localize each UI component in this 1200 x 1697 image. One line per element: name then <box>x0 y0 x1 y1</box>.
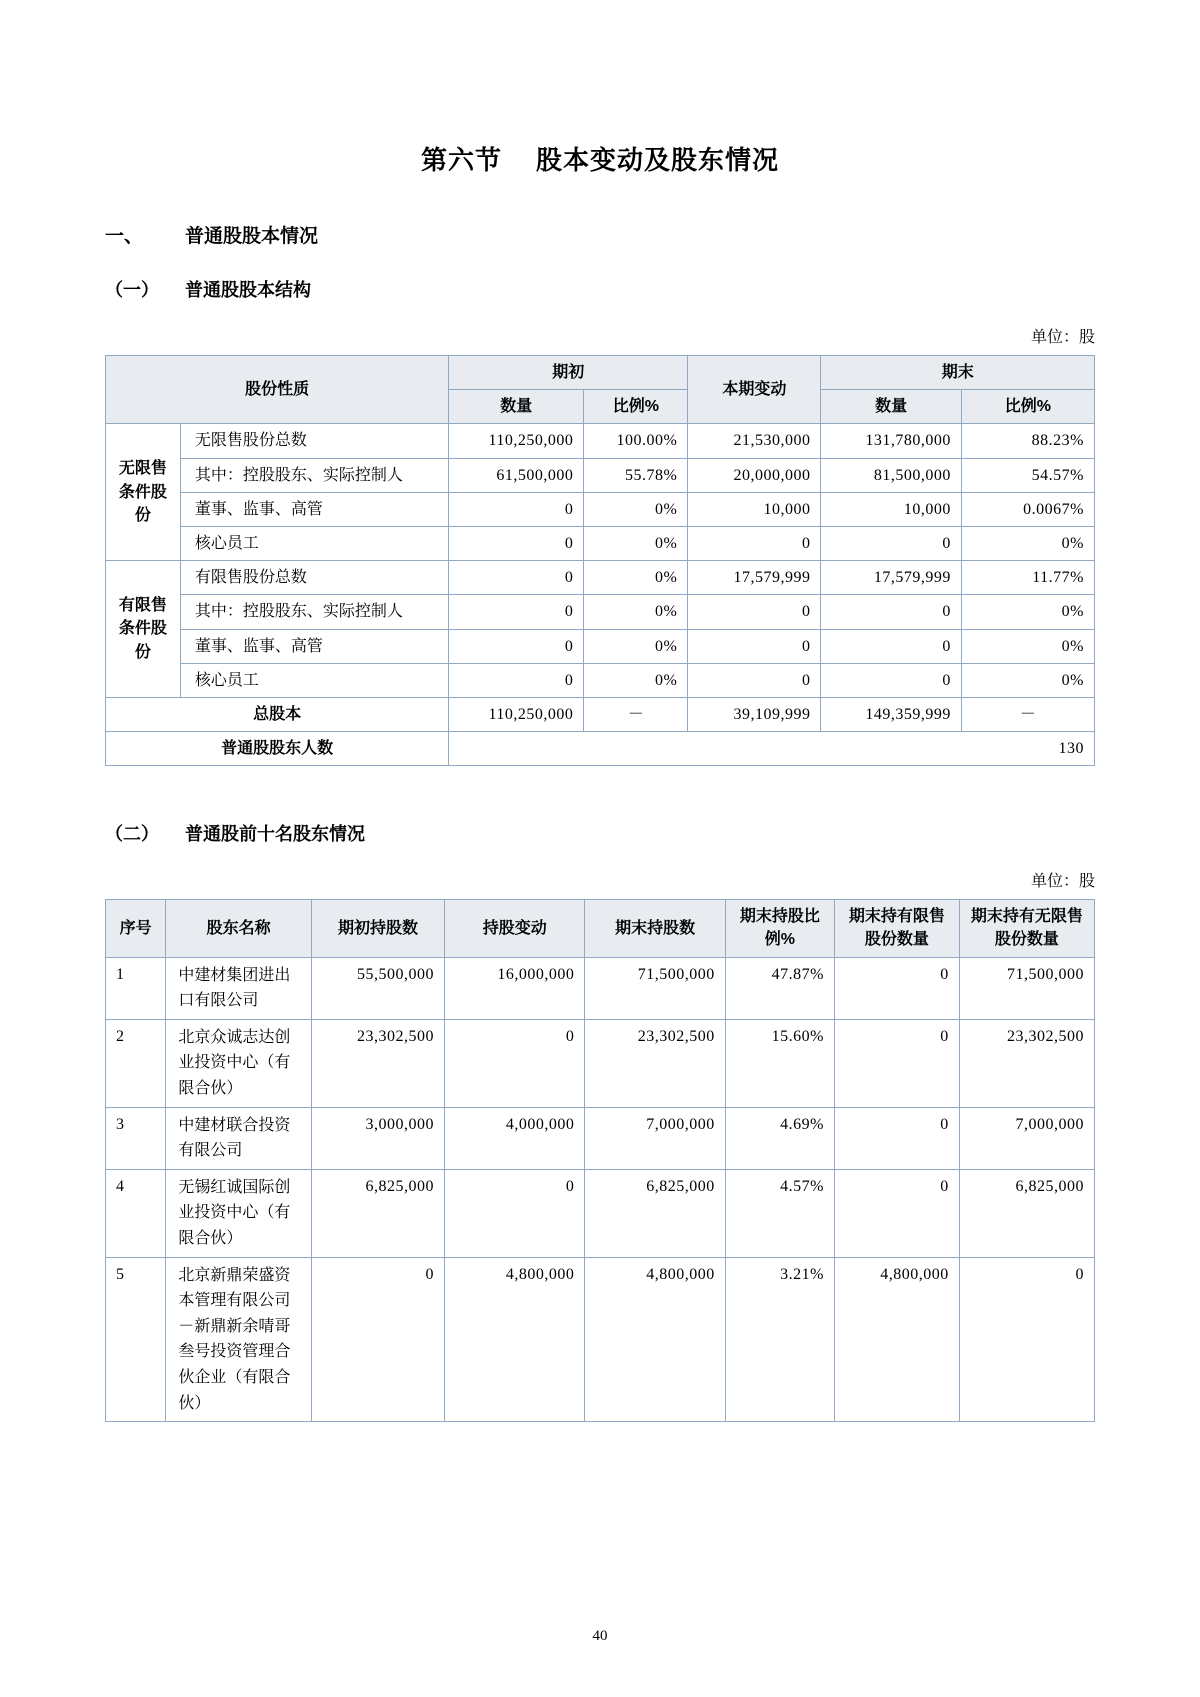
share-structure-table <box>105 355 1095 766</box>
heading-level-1 <box>105 221 1095 248</box>
cell-end-qty: 17,579,999 <box>821 561 961 595</box>
cell-end-qty: 81,500,000 <box>821 458 961 492</box>
th-begin: 期初 <box>449 356 688 390</box>
cell-shareholder-name: 中建材集团进出口有限公司 <box>166 957 312 1019</box>
cell-end-qty: 0 <box>821 526 961 560</box>
cell-end-ratio: 11.77% <box>961 561 1094 595</box>
cell-unrestricted: 6,825,000 <box>959 1169 1094 1257</box>
table-row <box>106 526 1095 560</box>
cell-begin-qty: 0 <box>449 595 584 629</box>
cell-begin-qty: 0 <box>449 561 584 595</box>
cell-begin-shares: 6,825,000 <box>311 1169 444 1257</box>
th-change: 持股变动 <box>445 900 585 957</box>
cell-restricted: 0 <box>834 1169 959 1257</box>
cell-restricted: 0 <box>834 1019 959 1107</box>
cell-unrestricted: 23,302,500 <box>959 1019 1094 1107</box>
table-holders-row <box>106 732 1095 766</box>
table-row <box>106 561 1095 595</box>
cell-restricted: 4,800,000 <box>834 1257 959 1422</box>
cell-end-qty: 10,000 <box>821 492 961 526</box>
section-title-text: 股本变动及股东情况 <box>536 145 780 175</box>
total-begin-qty: 110,250,000 <box>449 697 584 731</box>
row-label: 其中：控股股东、实际控制人 <box>180 458 448 492</box>
cell-begin-ratio: 100.00% <box>584 424 688 458</box>
cell-index: 4 <box>106 1169 166 1257</box>
table-total-row <box>106 697 1095 731</box>
cell-begin-ratio: 0% <box>584 629 688 663</box>
cell-begin-shares: 0 <box>311 1257 444 1422</box>
th-name: 股东名称 <box>166 900 312 957</box>
cell-restricted: 0 <box>834 957 959 1019</box>
cell-end-ratio: 0% <box>961 663 1094 697</box>
cell-shareholder-name: 无锡红诚国际创业投资中心（有限合伙） <box>166 1169 312 1257</box>
heading-2a-number: （一） <box>105 280 159 300</box>
th-end-ratio: 比例% <box>961 390 1094 424</box>
row-label: 核心员工 <box>180 663 448 697</box>
cell-change: 16,000,000 <box>445 957 585 1019</box>
row-label: 有限售股份总数 <box>180 561 448 595</box>
cell-end-ratio: 4.57% <box>725 1169 834 1257</box>
heading-level-2-a <box>105 276 1095 302</box>
cell-end-qty: 0 <box>821 629 961 663</box>
row-label: 无限售股份总数 <box>180 424 448 458</box>
th-end: 期末 <box>821 356 1095 390</box>
cell-change: 0 <box>445 1019 585 1107</box>
cell-begin-ratio: 0% <box>584 663 688 697</box>
cell-unrestricted: 71,500,000 <box>959 957 1094 1019</box>
cell-end-ratio: 54.57% <box>961 458 1094 492</box>
table-row <box>106 458 1095 492</box>
cell-change: 10,000 <box>688 492 821 526</box>
total-change: 39,109,999 <box>688 697 821 731</box>
group-label-restricted: 有限售条件股份 <box>106 561 181 698</box>
table-row <box>106 663 1095 697</box>
th-end-qty: 数量 <box>821 390 961 424</box>
row-label: 董事、监事、高管 <box>180 492 448 526</box>
cell-begin-qty: 110,250,000 <box>449 424 584 458</box>
cell-begin-ratio: 0% <box>584 526 688 560</box>
row-label: 核心员工 <box>180 526 448 560</box>
total-end-ratio: － <box>961 697 1094 731</box>
total-begin-ratio: － <box>584 697 688 731</box>
cell-change: 0 <box>688 629 821 663</box>
cell-change: 4,800,000 <box>445 1257 585 1422</box>
table-row <box>106 1257 1095 1422</box>
cell-restricted: 0 <box>834 1107 959 1169</box>
cell-end-ratio: 88.23% <box>961 424 1094 458</box>
th-end-shares: 期末持股数 <box>585 900 725 957</box>
cell-change: 0 <box>688 663 821 697</box>
cell-begin-qty: 0 <box>449 663 584 697</box>
cell-change: 0 <box>688 595 821 629</box>
holders-label: 普通股股东人数 <box>106 732 449 766</box>
cell-end-shares: 23,302,500 <box>585 1019 725 1107</box>
cell-change: 0 <box>688 526 821 560</box>
cell-end-shares: 7,000,000 <box>585 1107 725 1169</box>
group-label-unrestricted: 无限售条件股份 <box>106 424 181 561</box>
cell-end-qty: 0 <box>821 663 961 697</box>
page-title <box>105 140 1095 177</box>
cell-end-ratio: 0% <box>961 595 1094 629</box>
heading-level-2-b <box>105 820 1095 846</box>
th-end-ratio: 期末持股比例% <box>725 900 834 957</box>
th-begin-qty: 数量 <box>449 390 584 424</box>
cell-index: 5 <box>106 1257 166 1422</box>
th-index: 序号 <box>106 900 166 957</box>
unit-label-table2: 单位：股 <box>1030 873 1095 891</box>
table-row <box>106 1107 1095 1169</box>
table-row <box>106 424 1095 458</box>
cell-unrestricted: 7,000,000 <box>959 1107 1094 1169</box>
cell-end-shares: 4,800,000 <box>585 1257 725 1422</box>
cell-change: 21,530,000 <box>688 424 821 458</box>
cell-change: 0 <box>445 1169 585 1257</box>
cell-end-ratio: 15.60% <box>725 1019 834 1107</box>
heading-2b-number: （二） <box>105 824 159 845</box>
cell-end-ratio: 47.87% <box>725 957 834 1019</box>
heading-1-number: 一、 <box>105 226 144 247</box>
cell-begin-ratio: 55.78% <box>584 458 688 492</box>
cell-begin-qty: 61,500,000 <box>449 458 584 492</box>
cell-shareholder-name: 北京新鼎荣盛资本管理有限公司－新鼎新余啨哥叁号投资管理合伙企业（有限合伙） <box>166 1257 312 1422</box>
table-header-row <box>106 356 1095 390</box>
cell-end-ratio: 0% <box>961 629 1094 663</box>
row-label: 其中：控股股东、实际控制人 <box>180 595 448 629</box>
cell-begin-qty: 0 <box>449 629 584 663</box>
cell-change: 4,000,000 <box>445 1107 585 1169</box>
section-number: 第六节 <box>420 145 502 175</box>
cell-shareholder-name: 中建材联合投资有限公司 <box>166 1107 312 1169</box>
table-row <box>106 595 1095 629</box>
th-nature: 股份性质 <box>106 356 449 424</box>
table-header-row <box>106 900 1095 957</box>
holders-value: 130 <box>449 732 1095 766</box>
cell-change: 20,000,000 <box>688 458 821 492</box>
heading-2a-text: 普通股股本结构 <box>185 280 311 300</box>
th-unrestricted: 期末持有无限售股份数量 <box>959 900 1094 957</box>
cell-begin-ratio: 0% <box>584 595 688 629</box>
th-begin-shares: 期初持股数 <box>311 900 444 957</box>
table-row <box>106 957 1095 1019</box>
total-label: 总股本 <box>106 697 449 731</box>
cell-begin-shares: 23,302,500 <box>311 1019 444 1107</box>
cell-end-qty: 131,780,000 <box>821 424 961 458</box>
table-row <box>106 1019 1095 1107</box>
total-end-qty: 149,359,999 <box>821 697 961 731</box>
cell-change: 17,579,999 <box>688 561 821 595</box>
page-number: 40 <box>592 1628 608 1644</box>
th-begin-ratio: 比例% <box>584 390 688 424</box>
cell-end-qty: 0 <box>821 595 961 629</box>
th-restricted: 期末持有限售股份数量 <box>834 900 959 957</box>
cell-index: 1 <box>106 957 166 1019</box>
top-shareholders-table <box>105 899 1095 1422</box>
cell-index: 3 <box>106 1107 166 1169</box>
th-change: 本期变动 <box>688 356 821 424</box>
cell-begin-shares: 3,000,000 <box>311 1107 444 1169</box>
cell-unrestricted: 0 <box>959 1257 1094 1422</box>
cell-begin-shares: 55,500,000 <box>311 957 444 1019</box>
row-label: 董事、监事、高管 <box>180 629 448 663</box>
table-row <box>106 629 1095 663</box>
heading-1-text: 普通股股本情况 <box>185 226 319 247</box>
cell-end-ratio: 0.0067% <box>961 492 1094 526</box>
heading-2b-text: 普通股前十名股东情况 <box>185 824 365 845</box>
cell-shareholder-name: 北京众诚志达创业投资中心（有限合伙） <box>166 1019 312 1107</box>
cell-begin-qty: 0 <box>449 526 584 560</box>
cell-end-shares: 71,500,000 <box>585 957 725 1019</box>
cell-end-ratio: 4.69% <box>725 1107 834 1169</box>
table-row <box>106 1169 1095 1257</box>
cell-begin-ratio: 0% <box>584 492 688 526</box>
cell-begin-qty: 0 <box>449 492 584 526</box>
cell-end-ratio: 3.21% <box>725 1257 834 1422</box>
cell-begin-ratio: 0% <box>584 561 688 595</box>
cell-end-shares: 6,825,000 <box>585 1169 725 1257</box>
unit-label-table1: 单位：股 <box>1030 329 1095 346</box>
cell-index: 2 <box>106 1019 166 1107</box>
table-row <box>106 492 1095 526</box>
cell-end-ratio: 0% <box>961 526 1094 560</box>
